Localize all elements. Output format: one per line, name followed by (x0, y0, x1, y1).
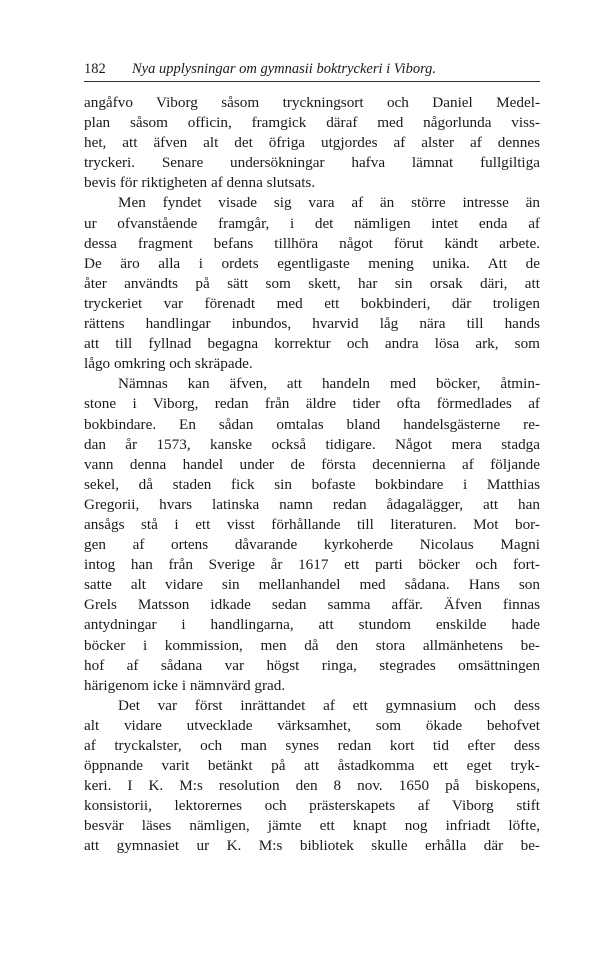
text-line: sekel, då staden fick sin bofaste bokbindare i Matthias (84, 475, 540, 493)
text-line: Grels Matsson idkade sedan samma affär. Äfven finnas (84, 596, 540, 614)
text-line: antydningar i handlingarna, att stundom enskilde hade (84, 616, 540, 634)
running-title: Nya upplysningar om gymnasii boktryckeri i Viborg. (132, 61, 437, 77)
text-line: alt vidare utvecklade värksamhet, som ökade behofvet (84, 716, 540, 734)
text-line: tryckeriet var förenadt med ett bokbinderi, där troligen (84, 294, 540, 312)
text-line: konsistorii, lektorernes och prästerskapets af Viborg stift (84, 797, 540, 815)
text-line: rättens handlingar inbundos, hvarvid låg nära till hands (84, 315, 540, 333)
text-line: Gregorii, hvars latinska namn redan ådagalägger, att han (84, 495, 540, 513)
text-line: öppnande varit betänkt på att åstadkomma ett eget tryk- (84, 757, 540, 775)
text-line: Nämnas kan äfven, att handeln med böcker, åtmin- (118, 375, 540, 393)
text-line: het, att äfven alt det öfriga utgjordes af alster af dennes (84, 134, 540, 152)
text-line: att gymnasiet ur K. M:s bibliotek skulle erhålla där be- (84, 837, 540, 855)
text-line: angåfvo Viborg såsom tryckningsort och Daniel Medel- (84, 94, 540, 111)
text-line: gen af ortens dåvarande kyrkoherde Nicolaus Magni (84, 536, 540, 554)
text-line: af tryckalster, och man synes redan kort tid efter dess (84, 737, 540, 754)
text-line: ansågs stå i ett visst förhållande till literaturen. Mot bor- (84, 515, 540, 533)
text-line: keri. I K. M:s resolution den 8 nov. 1650 på biskopens, (84, 777, 540, 795)
text-line: De äro alla i ordets egentligaste mening unika. Att de (84, 254, 540, 272)
page-number: 182 (84, 61, 106, 77)
body-text (84, 93, 540, 857)
text-line: besvär läses nämligen, jämte ett knapt nog infriadt löfte, (84, 817, 540, 835)
text-line: dessa fragment befans tillhöra något förut kändt arbete. (84, 234, 540, 252)
text-line: ur ofvanstående framgår, i det nämligen intet enda af (84, 214, 540, 232)
text-line: bokbindare. En sådan omtalas bland handelsgästerne re- (84, 415, 540, 433)
text-line: stone i Viborg, redan från äldre tider ofta förmedlades af (84, 395, 540, 413)
text-line: tryckeri. Senare undersökningar hafva lämnat fullgiltiga (84, 154, 540, 172)
text-line: dan år 1573, kanske också tidigare. Något mera stadga (84, 435, 540, 453)
text-line: Men fyndet visade sig vara af än större intresse än (118, 194, 540, 212)
text-line: lågo omkring och skräpade. (84, 355, 253, 373)
text-line: härigenom icke i nämnvärd grad. (84, 676, 286, 694)
header-rule (84, 81, 540, 82)
text-line: vann denna handel under de första decennierna af följande (84, 455, 540, 473)
text-line: åter användts på sätt som skett, har sin orsak däri, att (84, 274, 540, 292)
text-line: satte alt vidare sin mellanhandel med sådana. Hans son (84, 576, 540, 594)
text-line: hof af sådana var högst ringa, stegrades omsättningen (84, 656, 540, 674)
text-line: böcker i kommission, men då den stora allmänhetens be- (84, 636, 540, 654)
text-line: plan såsom officin, framgick däraf med någorlunda viss- (84, 114, 540, 132)
text-line: intog han från Sverige år 1617 ett parti böcker och fort- (84, 556, 540, 574)
text-line: Det var först inrättandet af ett gymnasium och dess (118, 696, 540, 714)
text-line: att till fyllnad begagna korrektur och andra lösa ark, som (84, 335, 540, 353)
page-header (84, 58, 540, 80)
text-line: bevis för riktigheten af denna slutsats. (84, 174, 316, 192)
